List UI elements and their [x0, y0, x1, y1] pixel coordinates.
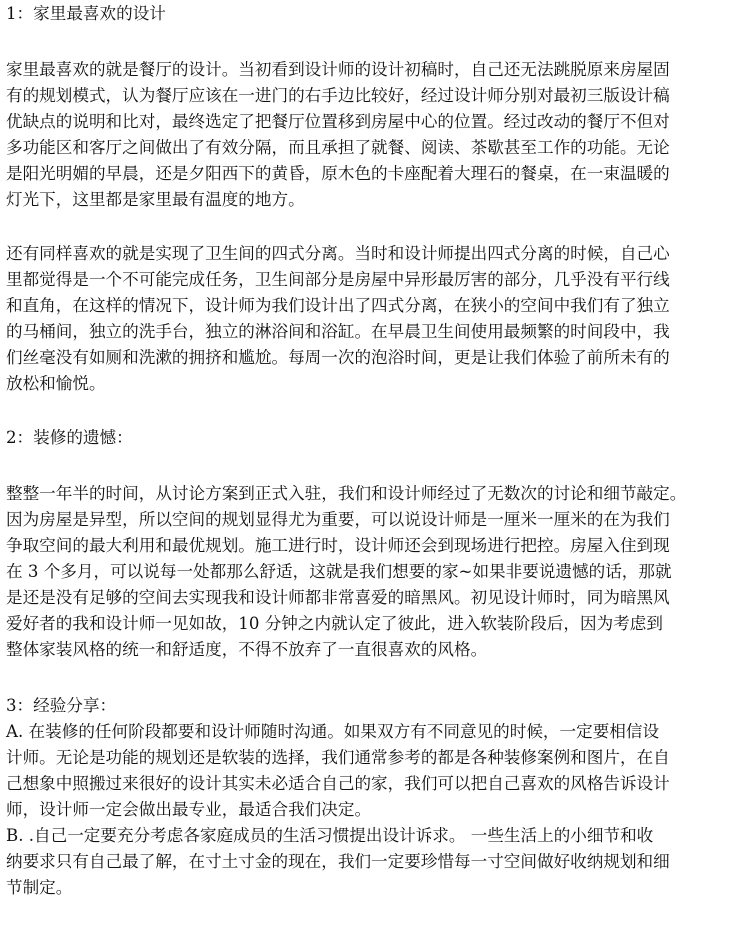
paragraph-line: 节制定。 — [6, 878, 73, 897]
paragraph-line: 有的规划模式，认为餐厅应该在一进门的右手边比较好，经过设计师分别对最初三版设计稿 — [6, 86, 670, 105]
paragraph-line: 争取空间的最大利用和最优规划。施工进行时，设计师还会到现场进行把控。房屋入住到现 — [6, 536, 670, 555]
paragraph-line: 整整一年半的时间，从讨论方案到正式入驻，我们和设计师经过了无数次的讨论和细节敲定。 — [6, 484, 687, 503]
paragraph-line: 在 3 个多月，可以说每一处都那么舒适，这就是我们想要的家~如果非要说遗憾的话，那就 — [6, 562, 672, 581]
paragraph-line: B. .自己一定要充分考虑各家庭成员的生活习惯提出设计诉求。 一些生活上的小细节和收 — [6, 826, 654, 845]
paragraph-line: 的马桶间，独立的洗手台，独立的淋浴间和浴缸。在早晨卫生间使用最频繁的时间段中，我 — [6, 322, 670, 341]
paragraph-line: 纳要求只有自己最了解，在寸土寸金的现在，我们一定要珍惜每一寸空间做好收纳规划和细 — [6, 852, 670, 871]
section-1-heading: 1：家里最喜欢的设计 — [6, 4, 166, 23]
paragraph-line: 灯光下，这里都是家里最有温度的地方。 — [6, 190, 305, 209]
paragraph-line: 家里最喜欢的就是餐厅的设计。当初看到设计师的设计初稿时，自己还无法跳脱原来房屋固 — [6, 60, 670, 79]
paragraph-line: 放松和愉悦。 — [6, 374, 106, 393]
paragraph-line: 们丝毫没有如厕和洗漱的拥挤和尴尬。每周一次的泡浴时间，更是让我们体验了前所未有的 — [6, 348, 670, 367]
paragraph-line: A. 在装修的任何阶段都要和设计师随时沟通。如果双方有不同意见的时候，一定要相信设 — [6, 722, 660, 741]
paragraph-line: 还有同样喜欢的就是实现了卫生间的四式分离。当时和设计师提出四式分离的时候，自己心 — [6, 244, 670, 263]
section-3-heading: 3：经验分享： — [6, 696, 117, 715]
paragraph-line: 多功能区和客厅之间做出了有效分隔，而且承担了就餐、阅读、茶歇甚至工作的功能。无论 — [6, 138, 670, 157]
paragraph-line: 和直角，在这样的情况下，设计师为我们设计出了四式分离，在狭小的空间中我们有了独立 — [6, 296, 670, 315]
paragraph-line: 计师。无论是功能的规划还是软装的选择，我们通常参考的都是各种装修案例和图片，在自 — [6, 748, 670, 767]
paragraph-line: 是还是没有足够的空间去实现我和设计师都非常喜爱的暗黑风。初见设计师时，同为暗黑风 — [6, 588, 670, 607]
paragraph-line: 优缺点的说明和比对，最终选定了把餐厅位置移到房屋中心的位置。经过改动的餐厅不但对 — [6, 112, 670, 131]
paragraph-line: 整体家装风格的统一和舒适度，不得不放弃了一直很喜欢的风格。 — [6, 640, 488, 659]
section-2-heading: 2：装修的遗憾： — [6, 428, 133, 447]
paragraph-line: 因为房屋是异型，所以空间的规划显得尤为重要，可以说设计师是一厘米一厘米的在为我们 — [6, 510, 670, 529]
paragraph-line: 爱好者的我和设计师一见如故，10 分钟之内就认定了彼此，进入软装阶段后，因为考虑到 — [6, 614, 663, 633]
paragraph-line: 师，设计师一定会做出最专业，最适合我们决定。 — [6, 800, 372, 819]
paragraph-line: 己想象中照搬过来很好的设计其实未必适合自己的家，我们可以把自己喜欢的风格告诉设计 — [6, 774, 670, 793]
paragraph-line: 里都觉得是一个不可能完成任务，卫生间部分是房屋中异形最厉害的部分，几乎没有平行线 — [6, 270, 670, 289]
paragraph-line: 是阳光明媚的早晨，还是夕阳西下的黄昏，原木色的卡座配着大理石的餐桌，在一束温暖的 — [6, 164, 670, 183]
